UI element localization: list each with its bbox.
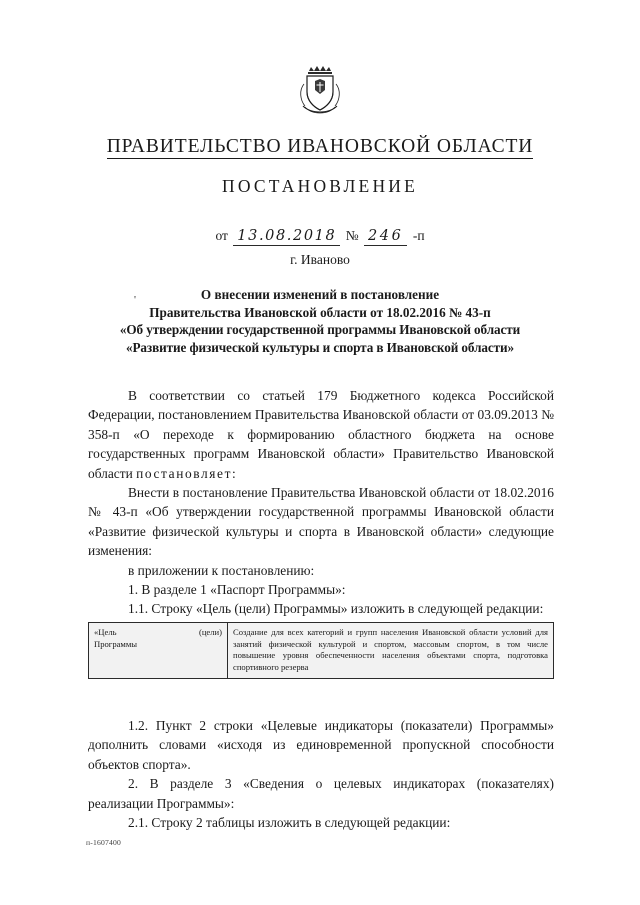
body-text-block [88,386,554,619]
subject-line: «Об утверждении государственной программы Ивановской области [119,322,521,337]
decree-verb: постановляет: [136,465,238,481]
paragraph: в приложении к постановлению: [128,562,315,578]
paragraph-text: В соответствии со статьей 179 Бюджетного кодекса Российской Федерации, постановлением Правительства Ивановской области от 03.09.2013 № 358-п «О переходе к формированию областного бюджета на основе государственных программ Ивановской области» Правительство Ивановской области [88,388,554,481]
goal-table [88,622,554,679]
from-label: от [215,228,228,243]
paragraph: 1.1. Строку «Цель (цели) Программы» изложить в следующей редакции: [128,601,544,617]
coat-of-arms-ivanovo-region-icon [293,62,347,118]
table-cell-value: Создание для всех категорий и групп населения Ивановской области условий для занятий физической культурой и спортом, массовым спортом, в том числе повышение уровня обеспеченности населения объектами спорта, подготовка спортивного резерва [228,623,554,679]
paragraph: 2.1. Строку 2 таблицы изложить в следующей редакции: [128,815,451,831]
label-left-text: «Цель [94,627,117,637]
body-text-block-after-table [88,716,554,832]
emblem-container [0,62,640,123]
subject-line: Правительства Ивановской области от 18.02.2016 № 43-п [149,304,491,320]
paragraph: 1.2. Пункт 2 строки «Целевые индикаторы (показатели) Программы» дополнить словами «исходя из единовременной пропускной способности объектов спорта». [88,718,554,772]
number-label: № [345,228,359,243]
label-second-line: Программы [94,638,138,649]
margin-tick-mark: ' [134,294,136,306]
gov-title-text: ПРАВИТЕЛЬСТВО ИВАНОВСКОЙ ОБЛАСТИ [106,136,534,157]
document-kind-heading: ПОСТАНОВЛЕНИЕ [221,176,419,196]
date-number-line [0,228,640,244]
number-value: 246 [364,228,407,246]
footer-document-code: п-1607400 [86,838,121,847]
table-row [89,623,554,679]
document-subject [70,286,570,356]
paragraph [88,386,554,483]
page-title [0,136,640,158]
paragraph: 1. В разделе 1 «Паспорт Программы»: [128,582,346,598]
number-suffix: -п [412,228,425,243]
subject-line: «Развитие физической культуры и спорта в Ивановской области» [125,339,514,355]
paragraph: 2. В разделе 3 «Сведения о целевых индикаторах (показателях) реализации Программы»: [88,776,554,811]
subject-line: О внесении изменений в постановление [200,287,440,302]
city-line: г. Иваново [290,252,350,267]
date-value: 13.08.2018 [233,228,340,246]
table-cell-label [89,623,228,679]
goal-table-wrapper [88,622,554,679]
label-right-text: (цели) [198,627,222,637]
paragraph: Внести в постановление Правительства Ивановской области от 18.02.2016 № 43-п «Об утверждении государственной программы Ивановской области «Развитие физической культуры и спорта в Ивановской области» следующие изменения: [88,485,554,559]
